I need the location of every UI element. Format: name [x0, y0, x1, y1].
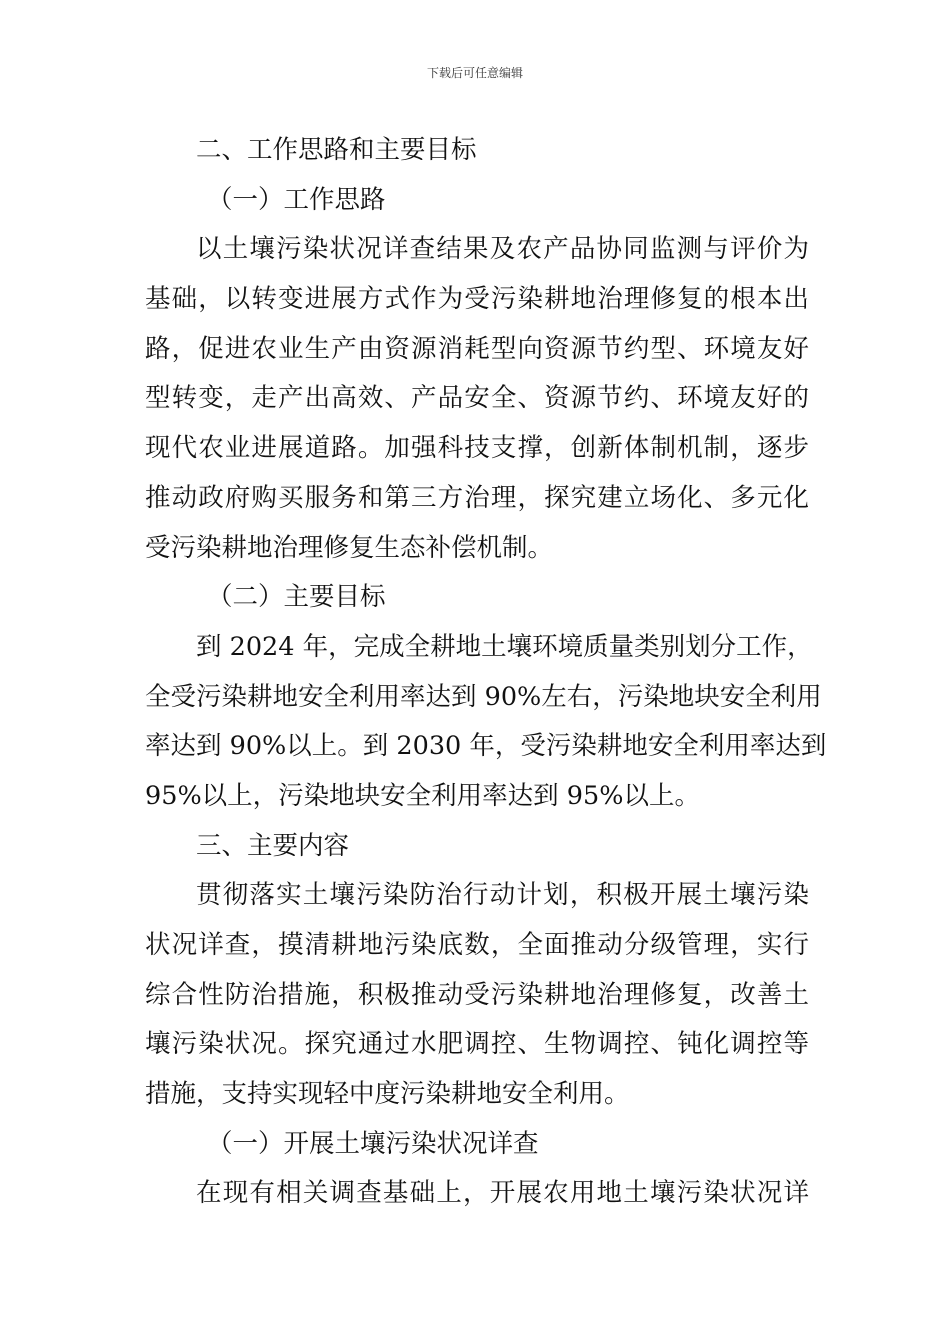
- text-line: 到 2024 年，完成全耕地土壤环境质量类别划分工作，: [196, 631, 813, 662]
- text-line: 受污染耕地治理修复生态补偿机制。: [145, 532, 554, 563]
- document-body: [145, 126, 827, 1219]
- text-line: （二）主要目标: [207, 582, 386, 613]
- text-line: 三、主要内容: [196, 830, 350, 861]
- text-line: （一）开展土壤污染状况详查: [207, 1128, 539, 1159]
- text-line: 现代农业进展道路。加强科技支撑，创新体制机制，逐步: [145, 433, 809, 464]
- text-line: 95%以上，污染地块安全利用率达到 95%以上。: [145, 780, 700, 811]
- text-line: 二、工作思路和主要目标: [196, 135, 477, 165]
- text-line: 在现有相关调查基础上，开展农用地土壤污染状况详: [196, 1178, 809, 1209]
- page-header: 下载后可任意编辑: [426, 66, 523, 80]
- text-line: 基础，以转变进展方式作为受污染耕地治理修复的根本出: [145, 284, 809, 315]
- text-line: 路，促进农业生产由资源消耗型向资源节约型、环境友好: [145, 333, 809, 364]
- text-line: 状况详查，摸清耕地污染底数，全面推动分级管理，实行: [145, 930, 809, 960]
- text-line: 综合性防治措施，积极推动受污染耕地治理修复，改善土: [145, 979, 809, 1010]
- text-line: 推动政府购买服务和第三方治理，探究建立场化、多元化: [145, 482, 809, 513]
- text-line: 壤污染状况。探究通过水肥调控、生物调控、钝化调控等: [145, 1029, 809, 1060]
- text-line: 型转变，走产出高效、产品安全、资源节约、环境友好的: [145, 383, 809, 414]
- text-line: （一）工作思路: [207, 184, 386, 215]
- text-line: 贯彻落实土壤污染防治行动计划，积极开展土壤污染: [196, 880, 809, 911]
- text-line: 措施，支持实现轻中度污染耕地安全利用。: [145, 1079, 630, 1110]
- text-line: 全受污染耕地安全利用率达到 90%左右，污染地块安全利用: [145, 681, 822, 712]
- text-line: 率达到 90%以上。到 2030 年，受污染耕地安全利用率达到: [145, 731, 827, 762]
- text-line: 以土壤污染状况详查结果及农产品协同监测与评价为: [196, 234, 809, 265]
